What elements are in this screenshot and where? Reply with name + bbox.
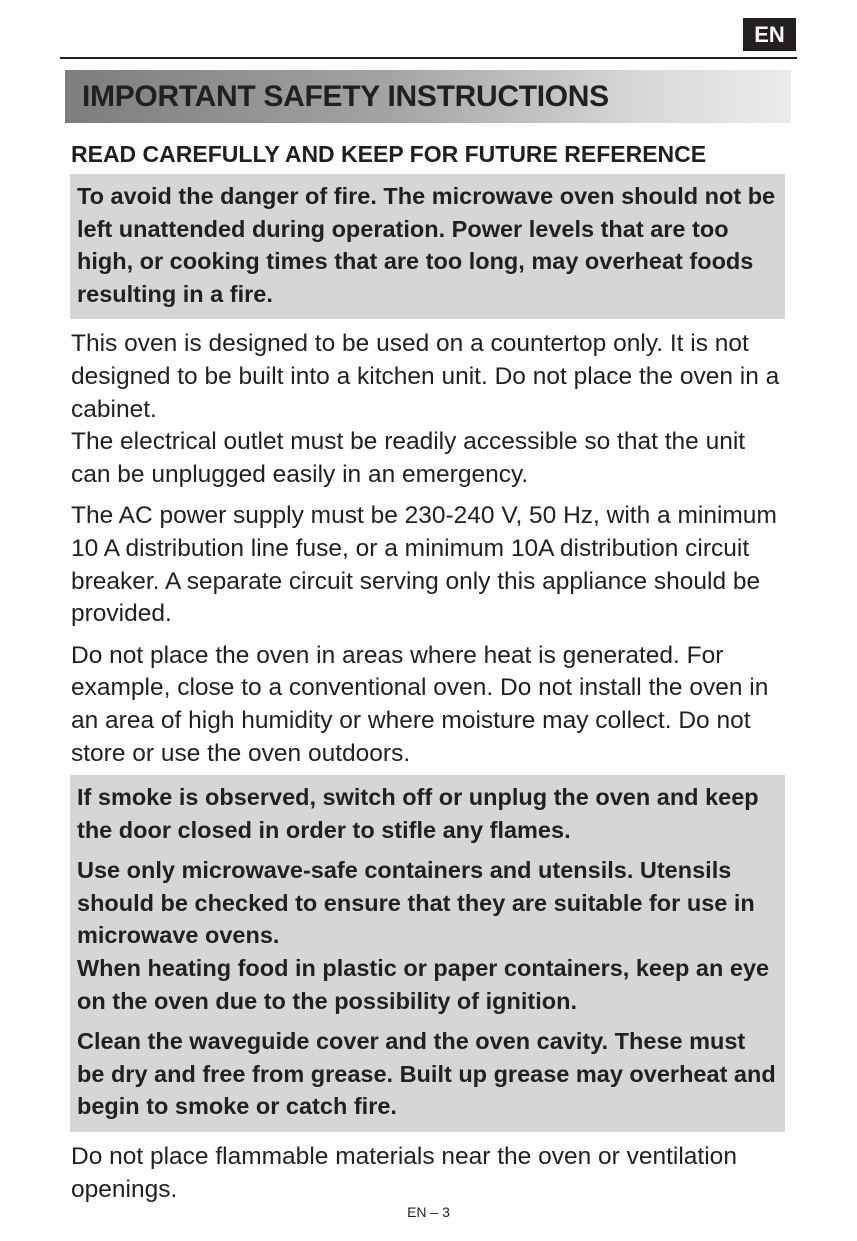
subheading: READ CAREFULLY AND KEEP FOR FUTURE REFERENCE	[71, 141, 707, 167]
title-bar	[65, 70, 791, 123]
warning-text: Clean the waveguide cover and the oven cavity. These must be dry and free from grease. Built up grease may overheat and begin to smoke or catch fire.	[77, 1028, 776, 1120]
warning-text: If smoke is observed, switch off or unplug the oven and keep the door closed in order to stifle any flames.	[77, 784, 759, 843]
warning-text: When heating food in plastic or paper containers, keep an eye on the oven due to the possibility of ignition.	[77, 955, 770, 1014]
language-badge: EN	[743, 18, 796, 51]
content	[71, 138, 787, 1206]
body-paragraph: The electrical outlet must be readily accessible so that the unit can be unplugged easily in an emergency.	[71, 428, 746, 488]
body-paragraph: The AC power supply must be 230-240 V, 50 Hz, with a minimum 10 A distribution line fuse, or a minimum 10A distribution circuit breaker. A separate circuit serving only this appliance should be provided.	[71, 502, 777, 628]
page-title: IMPORTANT SAFETY INSTRUCTIONS	[82, 79, 609, 113]
warning-text: Use only microwave-safe containers and utensils. Utensils should be checked to ensure that they are suitable for use in microwave ovens.	[77, 857, 755, 949]
warning-box-smoke	[70, 775, 785, 1132]
body-paragraph: This oven is designed to be used on a countertop only. It is not designed to be built into a kitchen unit. Do not place the oven in a cabinet.	[71, 330, 780, 423]
warning-box-fire	[70, 174, 785, 319]
body-paragraph: Do not place the oven in areas where heat is generated. For example, close to a conventional oven. Do not install the oven in an area of high humidity or where moisture may collect. Do not store or use the oven outdoors.	[71, 641, 769, 767]
page-number: EN – 3	[407, 1204, 450, 1220]
warning-text: To avoid the danger of fire. The microwave oven should not be left unattended during operation. Power levels that are too high, or cooking times that are too long, may overheat foods resulting in a fire.	[77, 183, 776, 307]
header-divider	[60, 57, 797, 59]
body-paragraph: Do not place flammable materials near the oven or ventilation openings.	[71, 1143, 737, 1203]
